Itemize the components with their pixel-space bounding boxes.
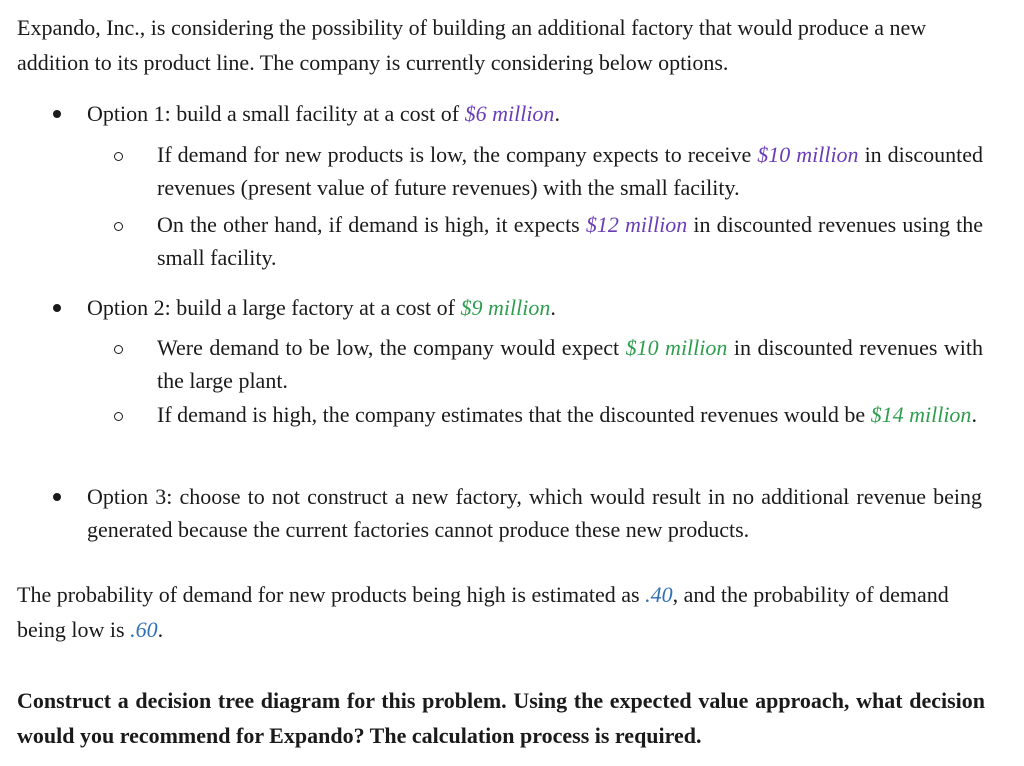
text-segment: The probability of demand for new products being high is estimated as: [17, 582, 646, 607]
sub-bullet-icon: [114, 412, 123, 421]
option-2-text: [87, 291, 982, 324]
sub-bullet-icon: [114, 152, 123, 161]
option-2-low-revenue: $10 million: [625, 335, 728, 360]
option-1-low-revenue: $10 million: [757, 142, 859, 167]
question-paragraph: Construct a decision tree diagram for this problem. Using the expected value approach, what decision would you recommend for Expando? The calculation process is required.: [17, 688, 985, 748]
text-segment: in discounted revenues using the small facility.: [157, 212, 983, 270]
probability-high: .40: [645, 582, 673, 607]
bullet-icon: [53, 110, 61, 118]
text-segment: If demand is high, the company estimates that the discounted revenues would be: [157, 402, 871, 427]
text-segment: If demand for new products is low, the company expects to receive: [157, 142, 758, 167]
option-2-cost: $9 million: [460, 295, 551, 320]
text-segment: , and the probability of demand being low is: [17, 582, 949, 642]
bullet-icon: [53, 493, 61, 501]
sub-bullet-icon: [114, 345, 123, 354]
option-1-text: [87, 97, 982, 130]
option-1-label: Option 1: build a small facility at a cost of: [87, 101, 465, 126]
bullet-icon: [53, 304, 61, 312]
option-2-label: Option 2: build a large factory at a cost of: [87, 295, 461, 320]
option-2-low-demand-text: [157, 331, 983, 397]
option-3-text: Option 3: choose to not construct a new factory, which would result in no additional revenue being generated because the current factories cannot produce these new products.: [87, 484, 982, 542]
text-segment: in discounted revenues with the large plant.: [157, 335, 983, 393]
intro-paragraph: Expando, Inc., is considering the possibility of building an additional factory that would produce a new addition to its product line. The company is currently considering below options.: [17, 15, 927, 75]
text-segment: Were demand to be low, the company would expect: [157, 335, 626, 360]
option-2-high-revenue: $14 million: [870, 402, 972, 427]
probability-low: .60: [130, 617, 158, 642]
text-segment: On the other hand, if demand is high, it expects: [157, 212, 586, 237]
option-2-high-demand-text: [157, 398, 983, 431]
text-segment: in discounted revenues (present value of future revenues) with the small facility.: [157, 142, 983, 200]
option-1-low-demand-text: [157, 138, 983, 204]
punctuation: .: [550, 295, 556, 320]
sub-bullet-icon: [114, 222, 123, 231]
option-1-cost: $6 million: [464, 101, 555, 126]
punctuation: .: [554, 101, 560, 126]
punctuation: .: [157, 617, 164, 642]
option-1-high-revenue: $12 million: [585, 212, 688, 237]
probability-paragraph: [17, 577, 985, 647]
text-segment: .: [971, 402, 977, 427]
option-1-high-demand-text: [157, 208, 983, 274]
